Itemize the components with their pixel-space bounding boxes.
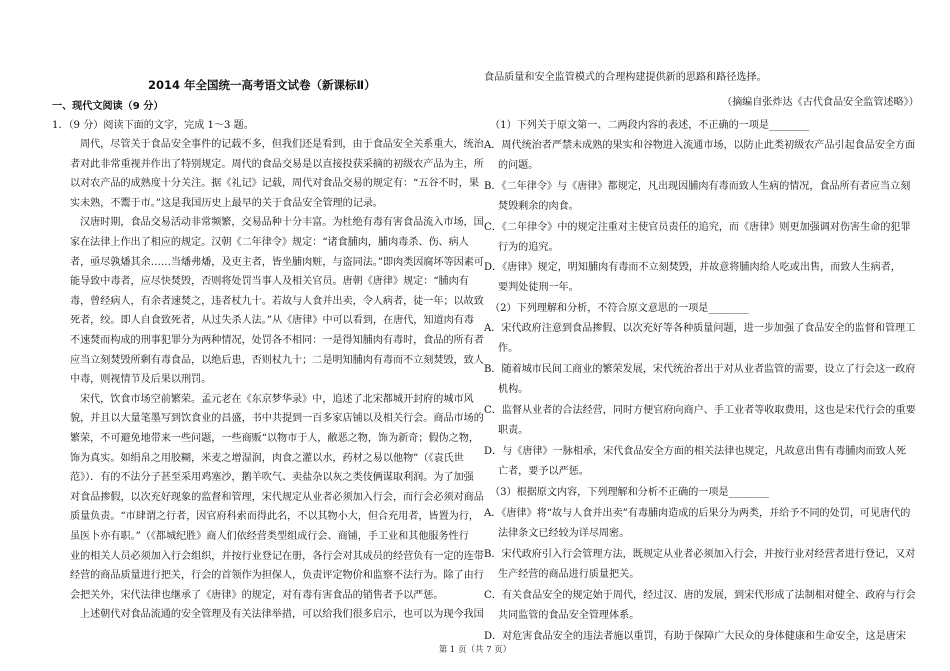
passage-line: 中毒，则视情节及后果以刑罚。 (70, 374, 212, 386)
question-line: D．对危害食品安全的违法者施以重罚，有助于保障广大民众的身体健康和生命安全，这是唐宋 (484, 631, 906, 642)
question-line: 的问题。 (498, 160, 539, 171)
passage-line: 以对农产品的成熟度十分关注。据《礼记》记载，周代对食品交易的规定有：“五谷不时，果 (70, 178, 479, 190)
page-footer: 第 1 页（共 7 页） (438, 645, 512, 655)
passage-line: 业的相关人员必须加入行会组织，并按行业登记在册，各行会对其成员的经营负有一定的连带 (70, 550, 484, 562)
question-line: B．《二年律令》与《唐律》都规定，凡出现因脯肉有毒而致人生病的情况，食品所有者应当立刻 (484, 181, 911, 192)
question-line: （3）根据原文内容，下列理解和分析不正确的一项是________ (490, 487, 769, 498)
question-line: 职责。 (498, 425, 529, 436)
question-line: 亡者，要予以严惩。 (498, 466, 589, 477)
passage-line: 经营的商品质量进行把关，行会的首领作为担保人，负责评定物价和监察不法行为。除了由行 (70, 570, 484, 582)
question-line: C．《二年律令》中的规定注重对主使官员责任的追究，而《唐律》则更加强调对伤害生命的犯罪 (484, 222, 911, 233)
passage-line: 者对此非常重视并作出了特别规定。周代的食品交易是以直接投获采摘的初级农产品为主，所 (70, 158, 484, 170)
passage-line: 会把关外，宋代法律也继承了《唐律》的规定，对有毒有害食品的销售者予以严惩。 (70, 589, 444, 601)
passage-line: 不速焚而构成的刑事犯罪分为两种情况，处罚各不相同：一是得知脯肉有毒时，食品的所有者 (70, 335, 484, 346)
question-line: D．与《唐律》一脉相承，宋代食品安全方面的相关法律也规定，凡故意出售有毒脯肉而致人死 (484, 446, 906, 457)
question-line: C．监督从业者的合法经营，同时方便官府向商户、手工业者等收取费用，这也是宋代行会的重要 (484, 405, 916, 416)
question-line: 法律条文已经较为详尽周密。 (498, 528, 630, 539)
passage-line: 上述朝代对食品流通的安全管理及有关法律举措，可以给我们很多启示，也可以为现今我国 (80, 609, 484, 621)
question-line: 焚毁剩余的肉食。 (498, 201, 579, 212)
passage-line: 宋代，饮食市场空前繁荣。孟元老在《东京梦华录》中，追述了北宋都城开封府的城市风 (80, 393, 474, 405)
passage-line: 毒，曾经病人，有余者速焚之，违者杖九十。若故与人食并出卖，令人病者，徒一年；以故致 (70, 295, 484, 307)
question-intro: 1．（9 分）阅读下面的文字，完成 1～3 题。 (52, 120, 254, 131)
exam-title: 2014 年全国统一高考语文试卷（新课标Ⅱ） (148, 78, 376, 92)
passage-line: 虽医卜亦有职。”（《都城纪胜》商人们依经营类型组成行会、商铺，手工业和其他服务性行 (70, 531, 469, 542)
passage-line: 饰为真实。如绢帛之用胶糊，米麦之增湿润，肉食之灌以水，药材之易以他物”（《袁氏世 (70, 452, 464, 464)
question-line: B．宋代政府引入行会管理方法，既规定从业者必须加入行会，并按行业对经营者进行登记，又对 (484, 549, 916, 560)
question-line: A．《唐律》将“故与人食并出卖”有毒脯肉造成的后果分为两类，并给予不同的处罚，可见唐代的 (484, 508, 911, 519)
passage-line: 能导致中毒者，应尽快焚毁，否则将处罚当事人及相关官员。唐朝《唐律》规定：“脯肉有 (70, 276, 469, 288)
question-line: C．有关食品安全的规定始于周代，经过汉、唐的发展，到宋代形成了法制相对健全、政府与行会 (484, 590, 916, 601)
passage-line: 貌，并且以大量笔墨写到饮食业的昌盛，书中共提到一百多家店铺以及相关行会。商品市场的 (70, 413, 484, 425)
passage-line: 应当立刻焚毁所剩有毒食品，以绝后患，否则杖九十；二是明知脯肉有毒而不立刻焚毁，致人 (70, 354, 484, 366)
passage-line: 者，亟尽孰燔其余……当燔弗燔，及吏主者，皆坐脯肉赃，与盗同法。”即肉类因腐坏等因素可 (70, 256, 484, 268)
question-line: 食品质量和安全监管模式的合理构建提供新的思路和路径选择。 (484, 72, 767, 83)
question-line: 共同监管的食品安全管理体系。 (498, 610, 640, 621)
passage-line: 繁荣，不可避免地带来一些问题，一些商贩“以物市于人，敝恶之物，饰为新奇；假伪之物， (70, 433, 479, 444)
passage-line: 周代，尽管关于食品安全事件的记载不多，但我们还是看到，由于食品安全关系重大，统治 (80, 139, 484, 150)
question-line: 行为的追究。 (498, 242, 559, 253)
question-line: （1）下列关于原文第一、二两段内容的表述，不正确的一项是________ (490, 120, 810, 131)
question-line: 生产经营的商品进行质量把关。 (498, 569, 640, 580)
passage-line: 对食品掺假，以次充好现象的监督和管理，宋代规定从业者必须加入行会，而行会必须对商品 (70, 491, 484, 503)
question-line: （2）下列理解和分析，不符合原文意思的一项是________ (490, 303, 749, 314)
question-line: D．《唐律》规定，明知脯肉有毒而不立刻焚毁，并故意将脯肉给人吃或出售，而致人生病者， (484, 262, 901, 273)
question-line: 要判处徒刑一年。 (498, 282, 579, 293)
passage-line: 汉唐时期，食品交易活动非常频繁，交易品种十分丰富。为杜绝有毒有害食品流入市场，国 (80, 217, 484, 229)
source-citation: （摘编自张炸达《古代食品安全监管述略》） (722, 97, 919, 108)
question-line: A．周代统治者严禁未成熟的果实和谷物进入流通市场，以防止此类初级农产品引起食品安全方面 (484, 140, 916, 151)
passage-line: 范》）．有的不法分子甚至采用鸡塞沙，鹅羊吹气、卖盐杂以灰之类伎俩谋取利润。为了加强 (70, 472, 474, 484)
question-line: 作。 (498, 343, 519, 354)
passage-line: 家在法律上作出了相应的规定。汉朝《二年律令》规定：“诸食脯肉，脯肉毒杀、伤、病人 (70, 237, 469, 248)
question-line: B．随着城市民间工商业的繁荣发展，宋代统治者出于对从业者监管的需要，设立了行会这一政府 (484, 364, 916, 375)
passage-line: 实未熟，不鬻于市。”这是我国历史上最早的关于食品安全管理的记录。 (70, 197, 384, 209)
section-heading: 一、现代文阅读（9 分） (52, 101, 164, 112)
passage-line: 死者，绞。即人自食致死者，从过失杀人法。”从《唐律》中可以看到，在唐代，知道肉有毒 (70, 315, 474, 327)
question-line: 机构。 (498, 384, 529, 395)
question-line: A．宋代政府注意到食品掺假、以次充好等各种质量问题，进一步加强了食品安全的监督和管理工 (484, 323, 916, 334)
passage-line: 质量负责。“市肆谓之行者，因官府科索而得此名，不以其物小大，但合充用者，皆置为行， (70, 511, 479, 523)
